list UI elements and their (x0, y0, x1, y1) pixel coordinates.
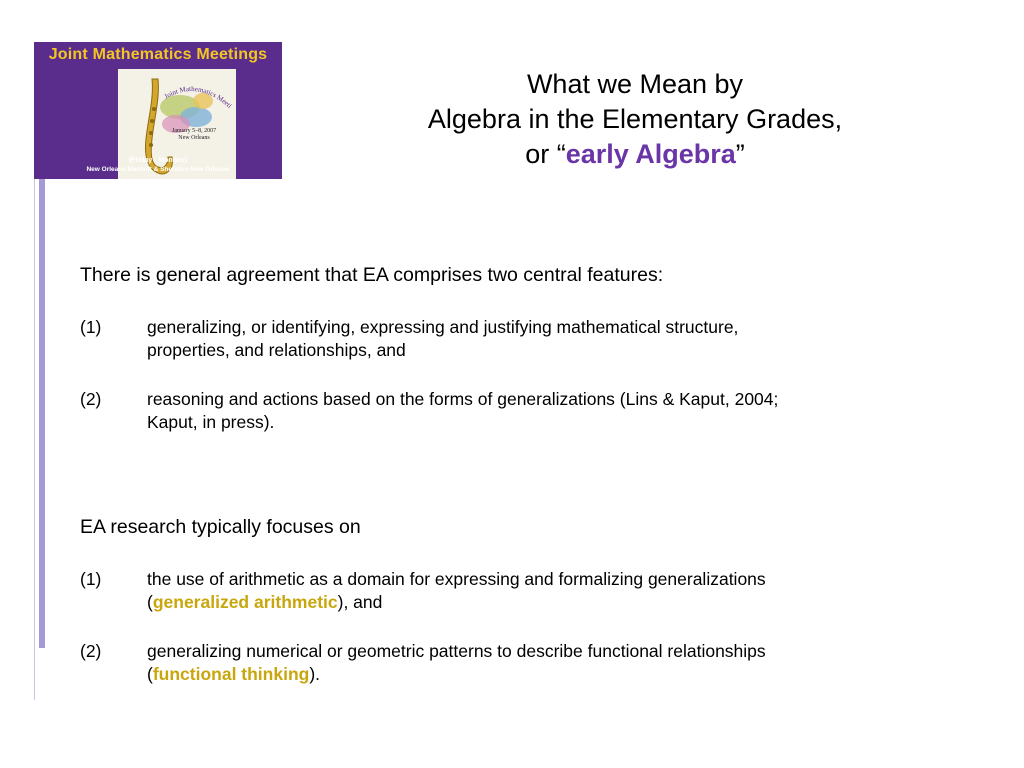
highlight-generalized-arithmetic: generalized arithmetic (152, 592, 338, 612)
slide-title (320, 67, 950, 172)
item-number: (2) (80, 641, 102, 661)
item-line-suffix: ). (309, 664, 321, 684)
item-line (147, 663, 977, 686)
left-accent-line (34, 178, 35, 700)
logo-arc-text: Joint Mathematics Meeti (162, 84, 234, 110)
title-line3-suffix: ” (735, 139, 745, 169)
highlight-functional-thinking: functional thinking (152, 664, 310, 684)
item-line: properties, and relationships, and (147, 340, 406, 360)
conference-logo (34, 42, 282, 179)
item-text (147, 640, 977, 686)
item-number: (1) (80, 317, 102, 337)
title-line3-prefix: or “ (525, 139, 566, 169)
item-number: (2) (80, 389, 102, 409)
item-line-suffix: ), and (337, 592, 383, 612)
item-line: Kaput, in press). (147, 412, 275, 432)
title-line1: What we Mean by (526, 69, 744, 99)
title-line3 (320, 137, 950, 172)
logo-dates-line1: January 5–8, 2007 (171, 128, 217, 134)
item-text (147, 316, 977, 362)
item-line-prefix: ( (147, 664, 153, 684)
section1-intro: There is general agreement that EA comprises two central features: (80, 264, 664, 286)
logo-dates-line2: New Orleans (178, 135, 210, 141)
item-line: generalizing, or identifying, expressing and justifying mathematical structure, (147, 317, 739, 337)
logo-banner-text: Joint Mathematics Meetings (48, 46, 268, 63)
title-line2: Algebra in the Elementary Grades, (427, 104, 843, 134)
logo-venue: New Orleans Marriott & Sheraton New Orleans (86, 166, 230, 173)
title-emphasis: early Algebra (565, 139, 736, 169)
section2-intro: EA research typically focuses on (80, 516, 361, 538)
item-line-prefix: ( (147, 592, 153, 612)
left-accent-bar (39, 178, 45, 648)
item-line: reasoning and actions based on the forms of generalizations (Lins & Kaput, 2004; (147, 389, 779, 409)
item-number: (1) (80, 569, 102, 589)
item-line (147, 591, 977, 614)
logo-dates (164, 128, 224, 142)
item-text (147, 388, 977, 434)
item-text (147, 568, 977, 614)
logo-days: (Friday - Monday) (128, 157, 188, 164)
item-line: the use of arithmetic as a domain for expressing and formalizing generalizations (147, 569, 766, 589)
item-line: generalizing numerical or geometric patterns to describe functional relationships (147, 641, 766, 661)
